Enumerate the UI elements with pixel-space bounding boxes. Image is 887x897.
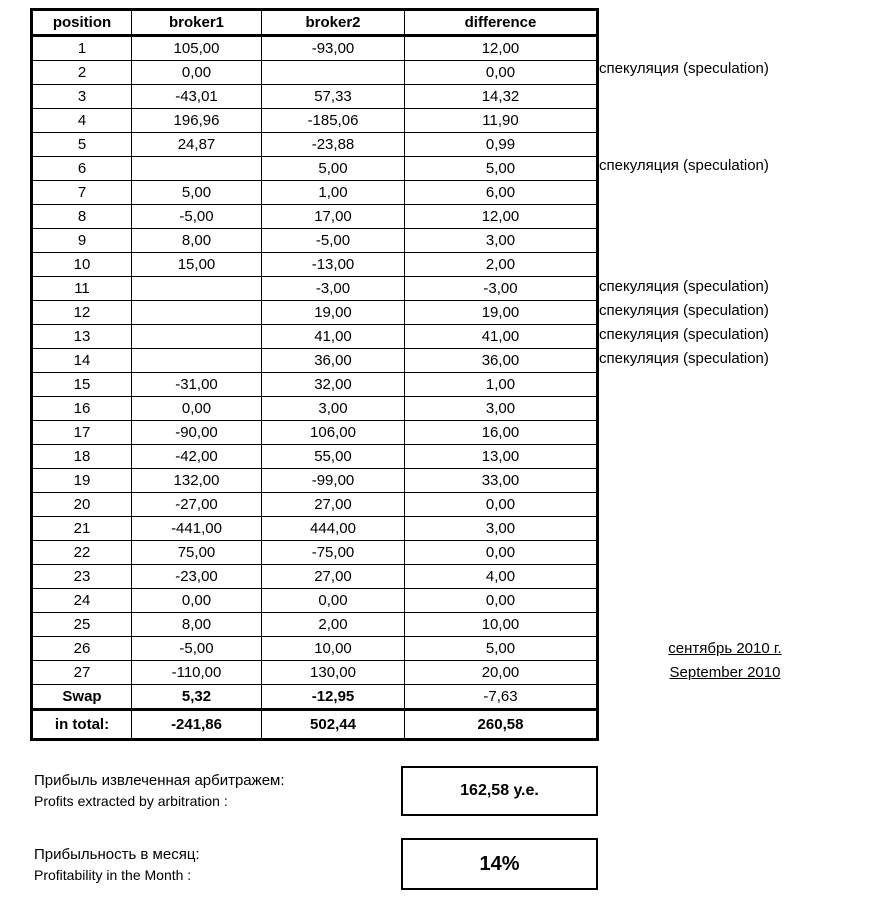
difference-cell: 3,00 [405,397,598,421]
broker2-cell: 10,00 [262,637,405,661]
position-cell: 22 [32,541,132,565]
broker2-cell: -23,88 [262,133,405,157]
difference-cell: 5,00 [405,637,598,661]
table-row [32,469,598,493]
table-row [32,589,598,613]
position-cell: Swap [32,685,132,710]
position-cell: 9 [32,229,132,253]
difference-cell: 41,00 [405,325,598,349]
position-cell: 8 [32,205,132,229]
table-row [32,301,598,325]
broker1-cell: -90,00 [132,421,262,445]
broker2-cell: 130,00 [262,661,405,685]
broker2-cell: 19,00 [262,301,405,325]
difference-cell: 3,00 [405,229,598,253]
broker2-cell: -75,00 [262,541,405,565]
position-cell: 27 [32,661,132,685]
position-cell: 24 [32,589,132,613]
positions-table [30,8,599,741]
broker2-cell: -99,00 [262,469,405,493]
broker2-cell: 5,00 [262,157,405,181]
difference-cell: 3,00 [405,517,598,541]
position-cell: 6 [32,157,132,181]
broker2-cell: -3,00 [262,277,405,301]
broker1-cell: 8,00 [132,229,262,253]
broker2-cell: -12,95 [262,685,405,710]
position-cell: 2 [32,61,132,85]
table-body [32,36,598,740]
table-row [32,229,598,253]
broker1-cell: -241,86 [132,710,262,740]
table-row [32,661,598,685]
broker1-cell: 196,96 [132,109,262,133]
table-row [32,157,598,181]
broker2-cell: 27,00 [262,493,405,517]
broker1-cell: 15,00 [132,253,262,277]
table-row [32,36,598,61]
broker1-cell: 24,87 [132,133,262,157]
table-row [32,493,598,517]
table-row [32,613,598,637]
profit-value-box: 162,58 у.е. [401,766,598,816]
header-broker2: broker2 [262,10,405,36]
table-row [32,541,598,565]
monthly-label-en: Profitability in the Month : [34,867,192,883]
position-cell: 1 [32,36,132,61]
difference-cell: 14,32 [405,85,598,109]
broker1-cell: 75,00 [132,541,262,565]
swap-row [32,685,598,710]
broker1-cell: 132,00 [132,469,262,493]
broker1-cell: 8,00 [132,613,262,637]
table-row [32,421,598,445]
position-cell: 19 [32,469,132,493]
difference-cell: 10,00 [405,613,598,637]
date-ru: сентябрь 2010 г. [668,640,782,657]
table-row [32,349,598,373]
difference-cell: 11,90 [405,109,598,133]
difference-cell: 12,00 [405,36,598,61]
difference-cell: 13,00 [405,445,598,469]
broker1-cell: -441,00 [132,517,262,541]
broker1-cell [132,157,262,181]
broker2-cell: 36,00 [262,349,405,373]
broker2-cell: 55,00 [262,445,405,469]
broker2-cell: 444,00 [262,517,405,541]
broker2-cell: 106,00 [262,421,405,445]
header-position: position [32,10,132,36]
broker2-cell: 3,00 [262,397,405,421]
broker1-cell: -23,00 [132,565,262,589]
broker1-cell: -31,00 [132,373,262,397]
monthly-value-box: 14% [401,838,598,890]
profit-label-en: Profits extracted by arbitration : [34,793,228,809]
table-row [32,61,598,85]
difference-cell: 4,00 [405,565,598,589]
monthly-label-ru: Прибыльность в месяц: [34,846,200,863]
difference-cell: 5,00 [405,157,598,181]
difference-cell: 20,00 [405,661,598,685]
profit-label [34,771,285,811]
monthly-label [34,845,200,885]
difference-cell: -7,63 [405,685,598,710]
position-cell: 5 [32,133,132,157]
difference-cell: 2,00 [405,253,598,277]
broker1-cell: 0,00 [132,589,262,613]
difference-cell: 33,00 [405,469,598,493]
broker1-cell: -110,00 [132,661,262,685]
speculation-note: спекуляция (speculation) [599,277,769,295]
broker2-cell: 27,00 [262,565,405,589]
broker1-cell: 0,00 [132,397,262,421]
table-row [32,325,598,349]
table-row [32,397,598,421]
difference-cell: 0,00 [405,61,598,85]
table-row [32,253,598,277]
broker1-cell: -27,00 [132,493,262,517]
broker1-cell: 5,32 [132,685,262,710]
table-row [32,109,598,133]
difference-cell: 36,00 [405,349,598,373]
table-row [32,517,598,541]
position-cell: 25 [32,613,132,637]
speculation-note: спекуляция (speculation) [599,60,769,78]
broker2-cell: -93,00 [262,36,405,61]
difference-cell: 6,00 [405,181,598,205]
broker1-cell [132,349,262,373]
broker1-cell: 5,00 [132,181,262,205]
broker1-cell: 0,00 [132,61,262,85]
position-cell: in total: [32,710,132,740]
difference-cell: 0,99 [405,133,598,157]
difference-cell: -3,00 [405,277,598,301]
speculation-note: спекуляция (speculation) [599,156,769,174]
broker1-cell: 105,00 [132,36,262,61]
total-row [32,710,598,740]
position-cell: 4 [32,109,132,133]
table-row [32,205,598,229]
difference-cell: 12,00 [405,205,598,229]
broker1-cell [132,325,262,349]
table-row [32,637,598,661]
position-cell: 12 [32,301,132,325]
broker1-cell [132,277,262,301]
header-broker1: broker1 [132,10,262,36]
broker2-cell: 41,00 [262,325,405,349]
position-cell: 23 [32,565,132,589]
position-cell: 17 [32,421,132,445]
position-cell: 7 [32,181,132,205]
position-cell: 3 [32,85,132,109]
broker1-cell: -5,00 [132,205,262,229]
profit-label-ru: Прибыль извлеченная арбитражем: [34,772,285,789]
broker2-cell: -185,06 [262,109,405,133]
position-cell: 15 [32,373,132,397]
broker1-cell: -42,00 [132,445,262,469]
broker2-cell: -13,00 [262,253,405,277]
position-cell: 26 [32,637,132,661]
position-cell: 21 [32,517,132,541]
table-row [32,133,598,157]
speculation-note: спекуляция (speculation) [599,349,769,367]
difference-cell: 0,00 [405,493,598,517]
header-row [32,10,598,36]
broker2-cell: -5,00 [262,229,405,253]
table-row [32,85,598,109]
broker2-cell: 32,00 [262,373,405,397]
difference-cell: 260,58 [405,710,598,740]
broker2-cell: 502,44 [262,710,405,740]
position-cell: 13 [32,325,132,349]
speculation-note: спекуляция (speculation) [599,301,769,319]
table-row [32,373,598,397]
position-cell: 20 [32,493,132,517]
difference-cell: 0,00 [405,589,598,613]
speculation-note: спекуляция (speculation) [599,325,769,343]
position-cell: 18 [32,445,132,469]
table-row [32,277,598,301]
difference-cell: 19,00 [405,301,598,325]
broker2-cell: 17,00 [262,205,405,229]
broker2-cell [262,61,405,85]
position-cell: 11 [32,277,132,301]
broker2-cell: 1,00 [262,181,405,205]
broker2-cell: 2,00 [262,613,405,637]
header-difference: difference [405,10,598,36]
position-cell: 10 [32,253,132,277]
difference-cell: 1,00 [405,373,598,397]
table-row [32,565,598,589]
difference-cell: 0,00 [405,541,598,565]
position-cell: 16 [32,397,132,421]
table-row [32,445,598,469]
difference-cell: 16,00 [405,421,598,445]
broker2-cell: 57,33 [262,85,405,109]
broker1-cell [132,301,262,325]
position-cell: 14 [32,349,132,373]
broker1-cell: -5,00 [132,637,262,661]
table-row [32,181,598,205]
broker2-cell: 0,00 [262,589,405,613]
broker1-cell: -43,01 [132,85,262,109]
date-en: September 2010 [669,664,781,681]
